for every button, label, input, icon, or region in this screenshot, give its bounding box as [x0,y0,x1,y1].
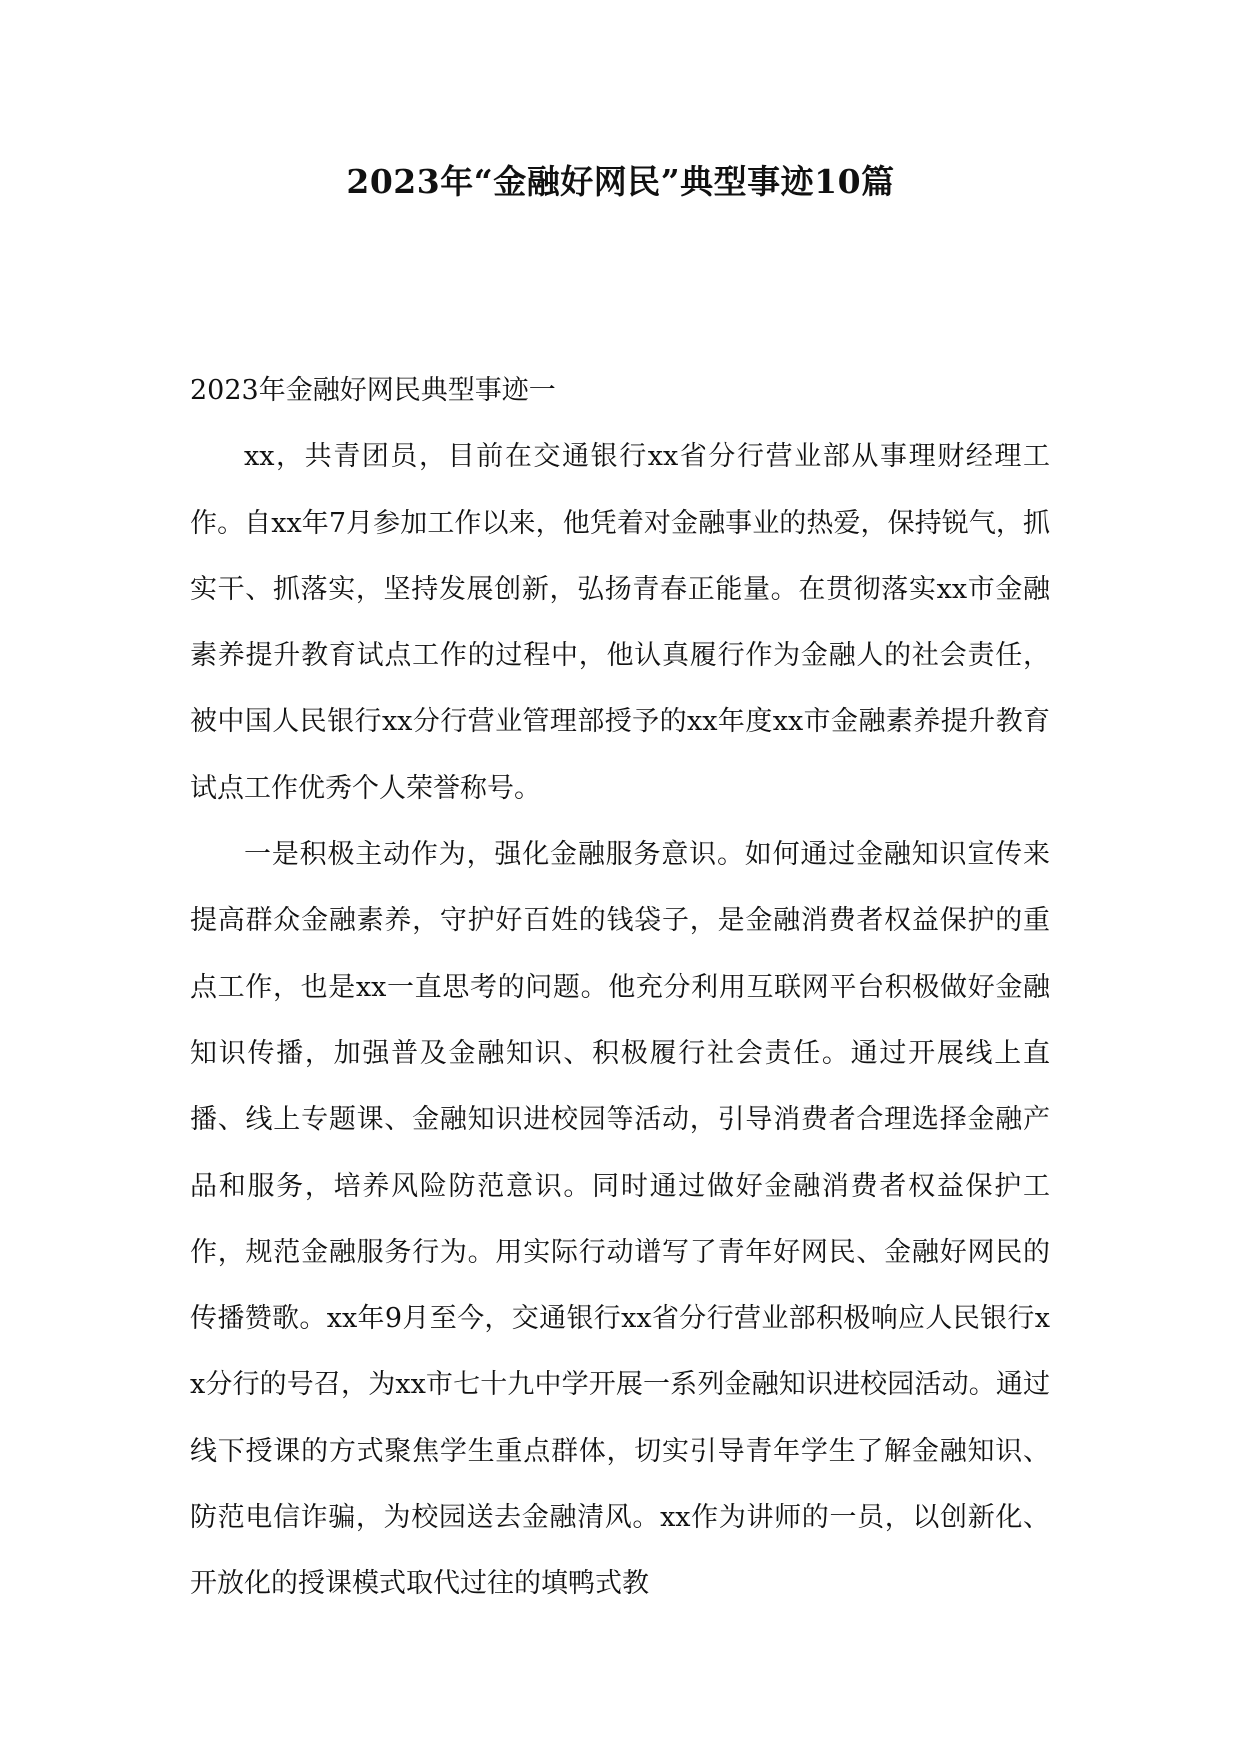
document-title: 2023年“金融好网民”典型事迹10篇 [346,162,895,201]
document-body [190,358,1050,1618]
paragraph-point-one: 一是积极主动作为，强化金融服务意识。如何通过金融知识宣传来提高群众金融素养，守护好百姓的钱袋子，是金融消费者权益保护的重点工作，也是xx一直思考的问题。他充分利用互联网平台积极做好金融知识传播，加强普及金融知识、积极履行社会责任。通过开展线上直播、线上专题课、金融知识进校园等活动，引导消费者合理选择金融产品和服务，培养风险防范意识。同时通过做好金融消费者权益保护工作，规范金融服务行为。用实际行动谱写了青年好网民、金融好网民的传播赞歌。xx年9月至今，交通银行xx省分行营业部积极响应人民银行xx分行的号召，为xx市七十九中学开展一系列金融知识进校园活动。通过线下授课的方式聚焦学生重点群体，切实引导青年学生了解金融知识、防范电信诈骗，为校园送去金融清风。xx作为讲师的一员，以创新化、开放化的授课模式取代过往的填鸭式教 [190,839,1050,1600]
section-heading: 2023年金融好网民典型事迹一 [190,375,556,406]
paragraph-intro: xx，共青团员，目前在交通银行xx省分行营业部从事理财经理工作。自xx年7月参加工作以来，他凭着对金融事业的热爱，保持锐气，抓实干、抓落实，坚持发展创新，弘扬青春正能量。在贯彻落实xx市金融素养提升教育试点工作的过程中，他认真履行作为金融人的社会责任，被中国人民银行xx分行营业管理部授予的xx年度xx市金融素养提升教育试点工作优秀个人荣誉称号。 [190,441,1050,804]
